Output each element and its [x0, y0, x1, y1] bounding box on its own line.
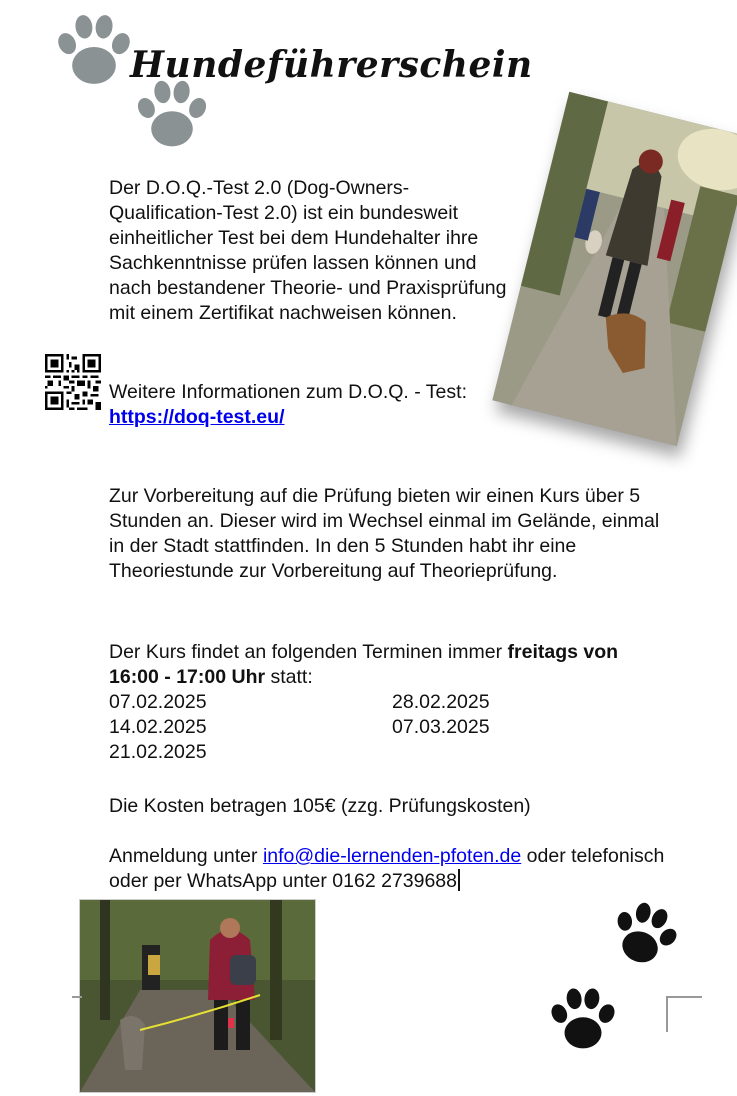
- paw-icon: [128, 76, 216, 156]
- email-link[interactable]: info@die-lernenden-pfoten.de: [262, 845, 522, 867]
- date-item: 07.02.2025: [109, 691, 207, 713]
- page-edge-marker: [72, 996, 82, 998]
- registration-suffix: oder telefonisch oder per WhatsApp unter 0162 2739688: [109, 845, 665, 892]
- registration-paragraph: [109, 844, 669, 894]
- schedule-intro: Der Kurs findet an folgenden Terminen immer: [109, 641, 508, 663]
- doq-test-link[interactable]: https://doq-test.eu/: [109, 406, 285, 428]
- date-item: 14.02.2025: [109, 716, 207, 738]
- info-paragraph: [109, 380, 489, 430]
- page-title: Hundeführerschein: [130, 44, 533, 86]
- info-text: Weitere Informationen zum D.O.Q. - Test:: [109, 381, 467, 403]
- date-item: 28.02.2025: [392, 691, 490, 713]
- qr-code-icon: [45, 354, 101, 410]
- paw-icon: [608, 900, 680, 972]
- page-corner-marker: [666, 996, 702, 1032]
- photo-dog-walk-forest: [492, 92, 737, 447]
- schedule-outro: statt:: [265, 666, 313, 688]
- intro-paragraph: Der D.O.Q.-Test 2.0 (Dog-Owners-Qualification-Test 2.0) ist ein bundesweit einheitlicher Test bei dem Hundehalter ihre Sachkenntnisse prüfen lassen können und nach bestandener Theorie- und Praxisprüfung mit einem Zertifikat nachweisen können.: [109, 177, 507, 324]
- schedule-paragraph: [109, 640, 669, 690]
- text-cursor: [458, 869, 460, 891]
- schedule-bold: freitags von 16:00 - 17:00 Uhr: [109, 641, 619, 688]
- photo-dog-walk-woods: [80, 900, 315, 1092]
- paw-icon: [52, 10, 136, 94]
- cost-paragraph: Die Kosten betragen 105€ (zzg. Prüfungskosten): [109, 795, 531, 817]
- date-item: 21.02.2025: [109, 741, 207, 763]
- registration-prefix: Anmeldung unter: [109, 845, 263, 867]
- paw-icon: [546, 984, 620, 1058]
- date-item: 07.03.2025: [392, 716, 490, 738]
- course-paragraph: Zur Vorbereitung auf die Prüfung bieten wir einen Kurs über 5 Stunden an. Dieser wird im Wechsel einmal im Gelände, einmal in der Stadt stattfinden. In den 5 Stunden habt ihr eine Theoriestunde zur Vorbereitung auf Theorieprüfung.: [109, 485, 660, 582]
